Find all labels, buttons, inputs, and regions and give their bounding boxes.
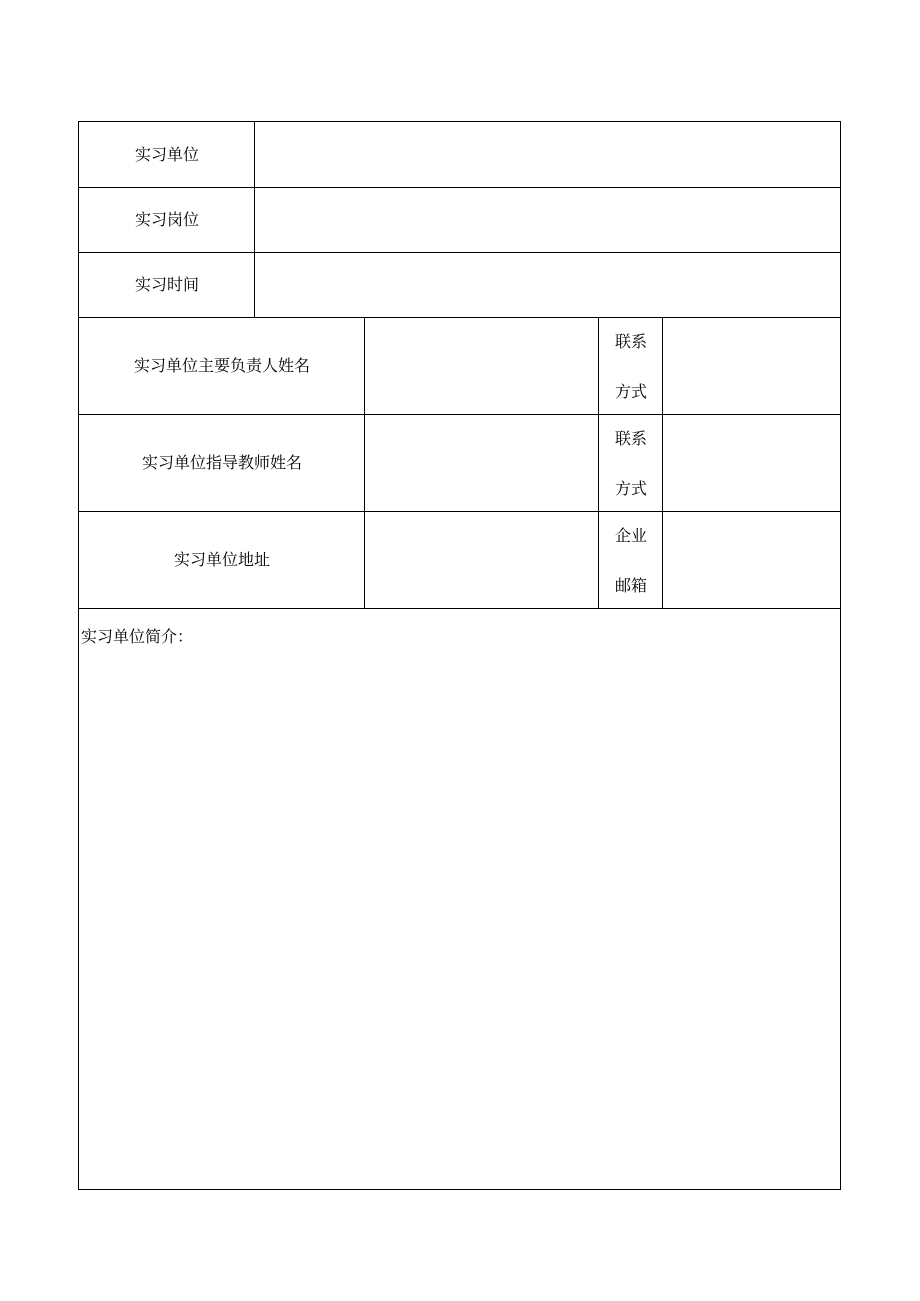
period-label: 实习时间	[134, 275, 200, 294]
internship-info-form	[78, 121, 841, 1190]
unit-label: 实习单位	[134, 145, 200, 164]
mentor-contact-label-line1: 联系	[614, 429, 648, 448]
mentor-contact-field[interactable]	[663, 415, 840, 511]
row-divider	[79, 608, 840, 609]
period-field[interactable]	[255, 253, 840, 317]
mentor-name-label: 实习单位指导教师姓名	[141, 453, 303, 472]
mentor-name-field[interactable]	[365, 415, 598, 511]
address-field[interactable]	[365, 512, 598, 608]
unit-field[interactable]	[255, 122, 840, 187]
manager-name-label: 实习单位主要负责人姓名	[133, 356, 311, 375]
address-label: 实习单位地址	[173, 550, 271, 569]
intro-label: 实习单位简介：	[81, 627, 194, 646]
manager-name-field[interactable]	[365, 318, 598, 414]
column-divider	[598, 317, 599, 608]
manager-contact-label-line2: 方式	[614, 382, 648, 401]
email-label-line2: 邮箱	[614, 576, 648, 595]
manager-contact-field[interactable]	[663, 318, 840, 414]
email-label-line1: 企业	[614, 526, 648, 545]
position-label: 实习岗位	[134, 210, 200, 229]
email-field[interactable]	[663, 512, 840, 608]
mentor-contact-label-line2: 方式	[614, 479, 648, 498]
intro-field[interactable]	[79, 652, 840, 1189]
manager-contact-label-line1: 联系	[614, 332, 648, 351]
position-field[interactable]	[255, 188, 840, 252]
